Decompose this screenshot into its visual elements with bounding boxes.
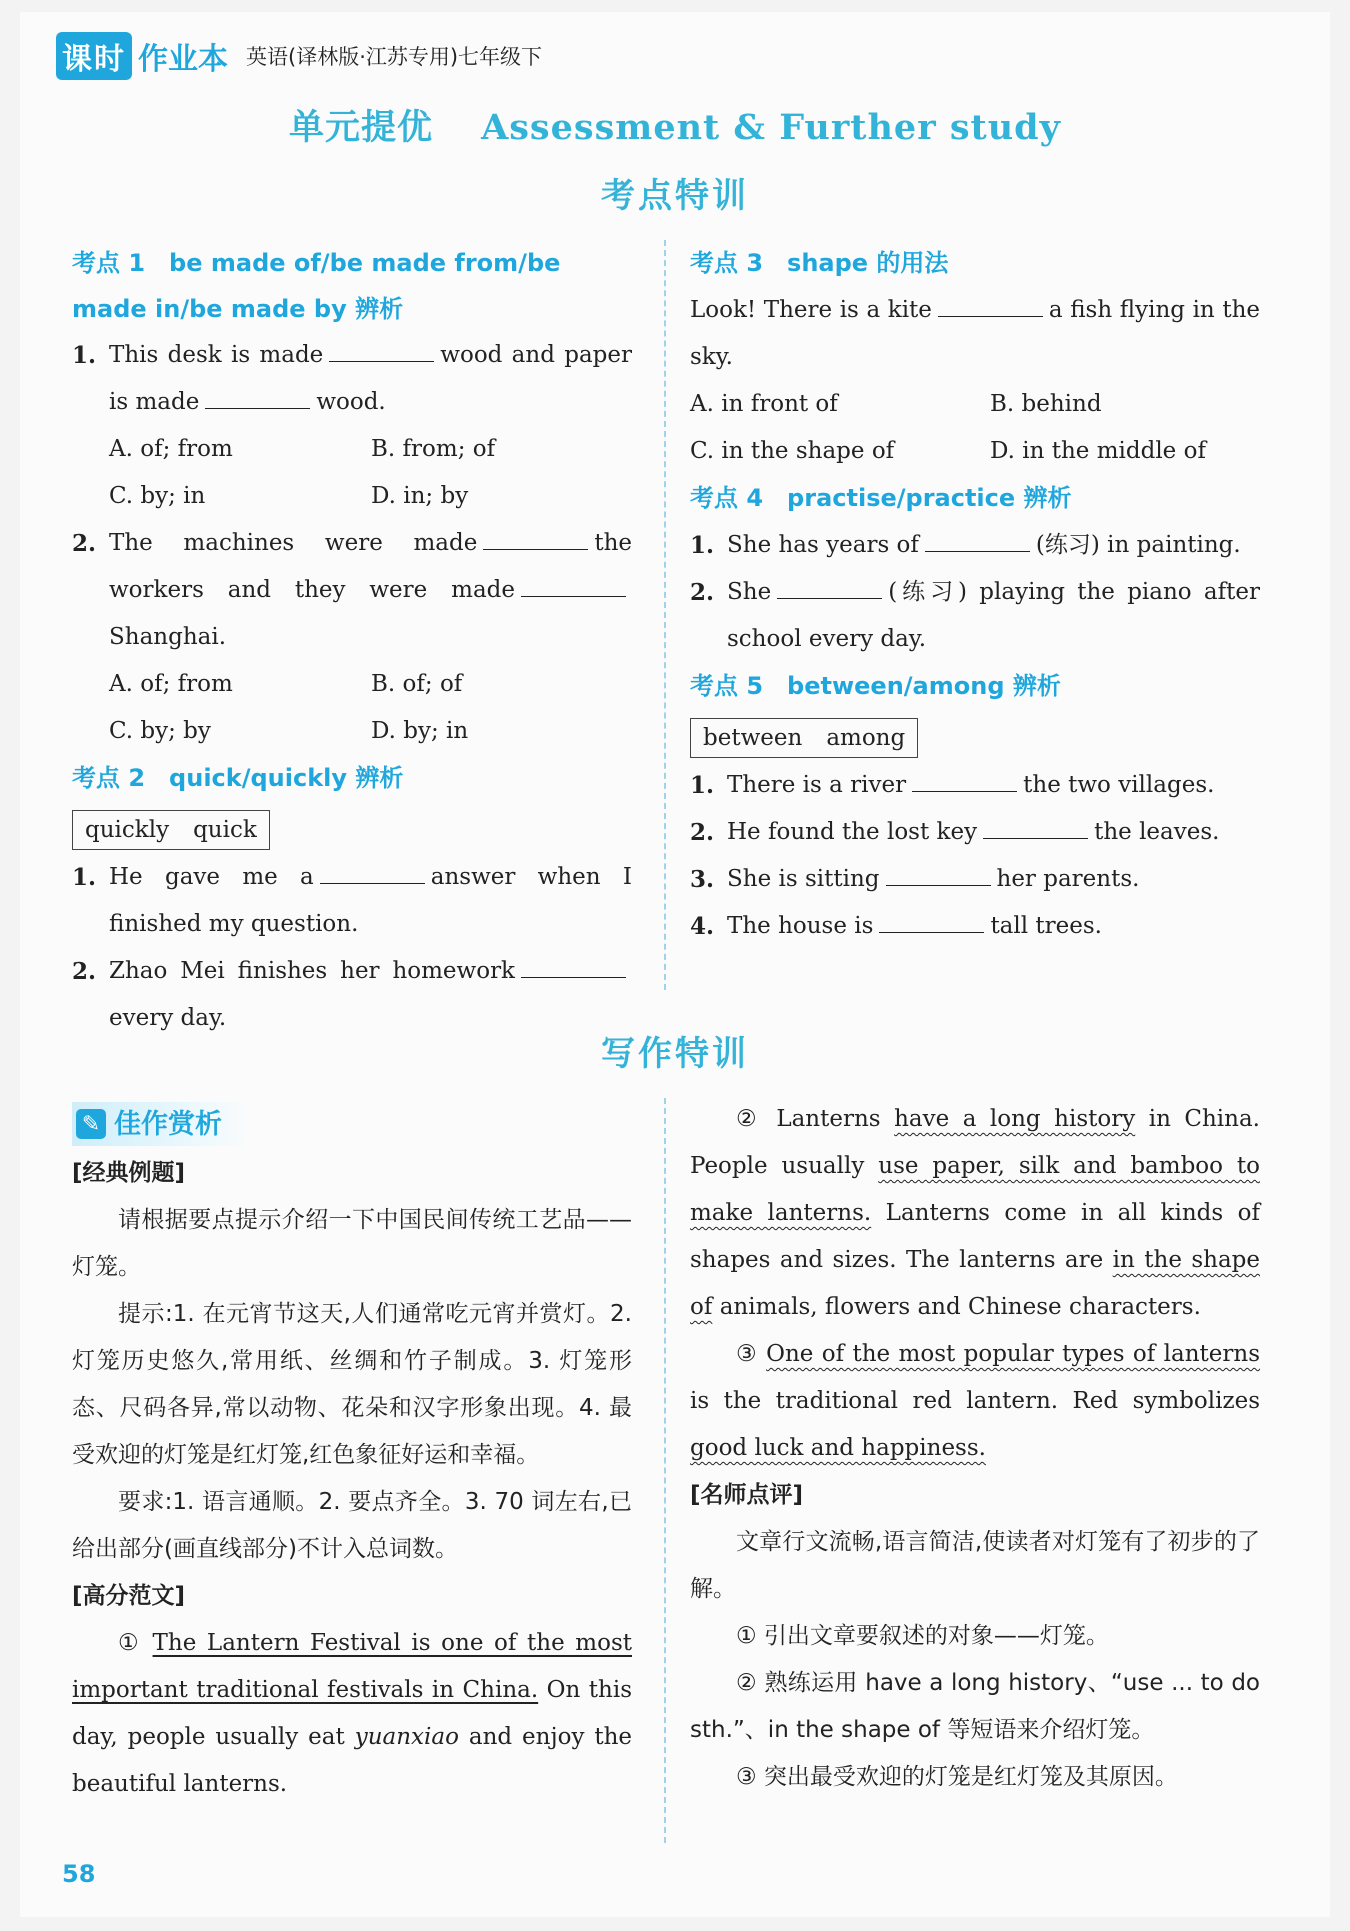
page-header — [56, 32, 542, 80]
option[interactable]: C. in the shape of — [690, 438, 895, 464]
question-number: 3. — [690, 866, 715, 893]
answer-blank[interactable] — [329, 335, 434, 362]
pencil-icon: ✎ — [76, 1109, 106, 1139]
option[interactable]: A. in front of — [690, 391, 838, 417]
kp2-question-1: 1. He gave me a answer when I finished my question. — [72, 854, 632, 948]
prompt-text: 请根据要点提示介绍一下中国民间传统工艺品——灯笼。 — [72, 1207, 632, 1280]
right-column-exam-points — [690, 240, 1260, 950]
teacher-comment-tag: [名师点评] — [690, 1482, 804, 1508]
option[interactable]: B. from; of — [371, 436, 496, 462]
answer-blank[interactable] — [777, 572, 882, 599]
key-phrase: good luck and happiness. — [690, 1435, 986, 1461]
option[interactable]: D. in the middle of — [990, 438, 1206, 464]
kp3-title: 考点 3 shape 的用法 — [690, 249, 949, 277]
answer-blank[interactable] — [912, 765, 1017, 792]
option[interactable]: B. of; of — [371, 671, 463, 697]
option[interactable]: C. by; in — [109, 483, 206, 509]
page-number: 58 — [62, 1860, 96, 1888]
answer-blank[interactable] — [205, 382, 310, 409]
right-column-writing — [690, 1096, 1260, 1801]
question-number: 1. — [690, 532, 715, 559]
question-number: 1. — [72, 864, 97, 891]
kp1-question-2: 2. The machines were made the workers and they were madeShanghai. — [72, 520, 632, 661]
answer-blank[interactable] — [879, 906, 984, 933]
question-number: 2. — [690, 579, 715, 606]
question-number: 1. — [690, 772, 715, 799]
given-sentence: The Lantern Festival is one of the most important traditional festivals in China. — [72, 1630, 633, 1703]
kp3-question: Look! There is a kite a fish flying in the sky. — [690, 287, 1260, 381]
answer-blank[interactable] — [521, 570, 626, 597]
kp4-question-2: 2. She (练习) playing the piano after school every day. — [690, 569, 1260, 663]
section-title-exam-points: 考点特训 — [601, 176, 749, 216]
kp3-options — [690, 381, 1260, 475]
question-number: 2. — [72, 958, 97, 985]
book-logo — [56, 32, 228, 80]
question-number: 4. — [690, 913, 715, 940]
essay-paragraph-1: ① The Lantern Festival is one of the most important traditional festivals in China. On this day, people usually eat yuanxiao and enjoy the beautiful lanterns. — [72, 1630, 633, 1797]
kp1-q1-options — [72, 426, 632, 520]
comment-text: 文章行文流畅,语言简洁,使读者对灯笼有了初步的了解。 — [690, 1529, 1260, 1602]
unit-title — [0, 100, 1350, 150]
subject-label: 英语(译林版·江苏专用)七年级下 — [246, 45, 543, 69]
section-title-writing: 写作特训 — [601, 1034, 749, 1074]
answer-blank[interactable] — [983, 812, 1088, 839]
kp2-title: 考点 2 quick/quickly 辨析 — [72, 764, 404, 792]
kp1-question-1: 1. This desk is made wood and paper is made wood. — [72, 332, 632, 426]
ribbon-label: 佳作赏析 — [114, 1108, 222, 1140]
kp2-word-box — [72, 810, 270, 850]
answer-blank[interactable] — [320, 857, 425, 884]
kp5-question-4: 4. The house is tall trees. — [690, 903, 1260, 950]
option[interactable]: C. by; by — [109, 718, 211, 744]
kp4-title: 考点 4 practise/practice 辨析 — [690, 484, 1072, 512]
question-number: 1. — [72, 342, 97, 369]
column-divider — [664, 240, 666, 990]
kp2-question-2: 2. Zhao Mei finishes her homeworkevery day. — [72, 948, 632, 1042]
key-phrase: One of the most popular types of lanterns — [766, 1341, 1261, 1367]
option[interactable]: A. of; from — [109, 436, 233, 462]
word: among — [826, 725, 906, 751]
comment-point-3: ③ 突出最受欢迎的灯笼是红灯笼及其原因。 — [736, 1764, 1178, 1790]
key-phrase: in the shape of — [690, 1247, 1261, 1320]
kp5-question-1: 1. There is a river the two villages. — [690, 762, 1260, 809]
logo-text: 作业本 — [138, 42, 228, 77]
kp5-word-box — [690, 718, 918, 758]
logo-box: 课时 — [56, 32, 132, 80]
option[interactable]: D. by; in — [371, 718, 469, 744]
answer-blank[interactable] — [925, 525, 1030, 552]
kp4-question-1: 1. She has years of (练习) in painting. — [690, 522, 1260, 569]
kp1-title: 考点 1 be made of/be made from/be made in/be made by 辨析 — [72, 249, 561, 323]
word: quick — [193, 817, 257, 843]
comment-point-2: ② 熟练运用 have a long history、“use ... to do sth.”、in the shape of 等短语来介绍灯笼。 — [690, 1670, 1260, 1743]
unit-title-cn: 单元提优 — [289, 108, 434, 148]
appreciation-ribbon — [72, 1102, 250, 1146]
kp5-question-3: 3. She is sitting her parents. — [690, 856, 1260, 903]
left-column-writing — [72, 1096, 632, 1808]
answer-blank[interactable] — [938, 290, 1043, 317]
option[interactable]: B. behind — [990, 391, 1102, 417]
requirements-text: 要求:1. 语言通顺。2. 要点齐全。3. 70 词左右,已给出部分(画直线部分)不计入总词数。 — [72, 1489, 632, 1562]
hints-text: 提示:1. 在元宵节这天,人们通常吃元宵并赏灯。2. 灯笼历史悠久,常用纸、丝绸和竹子制成。3. 灯笼形态、尺码各异,常以动物、花朵和汉字形象出现。4. 最受欢迎的灯笼是红灯笼,红色象征好运和幸福。 — [72, 1301, 632, 1468]
kp5-question-2: 2. He found the lost key the leaves. — [690, 809, 1260, 856]
option[interactable]: A. of; from — [109, 671, 233, 697]
answer-blank[interactable] — [886, 859, 991, 886]
comment-point-1: ① 引出文章要叙述的对象——灯笼。 — [736, 1623, 1109, 1649]
question-number: 2. — [72, 530, 97, 557]
model-essay-tag: [高分范文] — [72, 1583, 186, 1609]
column-divider — [664, 1098, 666, 1843]
essay-paragraph-2: ② Lanterns have a long history in China. People usually use paper, silk and bamboo to make lanterns. Lanterns come in all kinds of shapes and sizes. The lanterns are in the shape of animals, flowers and Chinese characters. — [690, 1106, 1261, 1320]
unit-title-en: Assessment & Further study — [481, 107, 1061, 148]
key-phrase: use paper, silk and bamboo to make lanterns. — [690, 1153, 1260, 1226]
word: between — [703, 725, 803, 751]
answer-blank[interactable] — [483, 523, 588, 550]
kp5-title: 考点 5 between/among 辨析 — [690, 672, 1061, 700]
left-column-exam-points — [72, 240, 632, 1042]
option[interactable]: D. in; by — [371, 483, 469, 509]
kp1-q2-options — [72, 661, 632, 755]
essay-paragraph-3: ③ One of the most popular types of lanterns is the traditional red lantern. Red symbolizes good luck and happiness. — [690, 1341, 1261, 1461]
question-number: 2. — [690, 819, 715, 846]
key-phrase: have a long history — [894, 1106, 1136, 1132]
word: quickly — [85, 817, 170, 843]
classic-example-tag: [经典例题] — [72, 1160, 186, 1186]
answer-blank[interactable] — [521, 951, 626, 978]
